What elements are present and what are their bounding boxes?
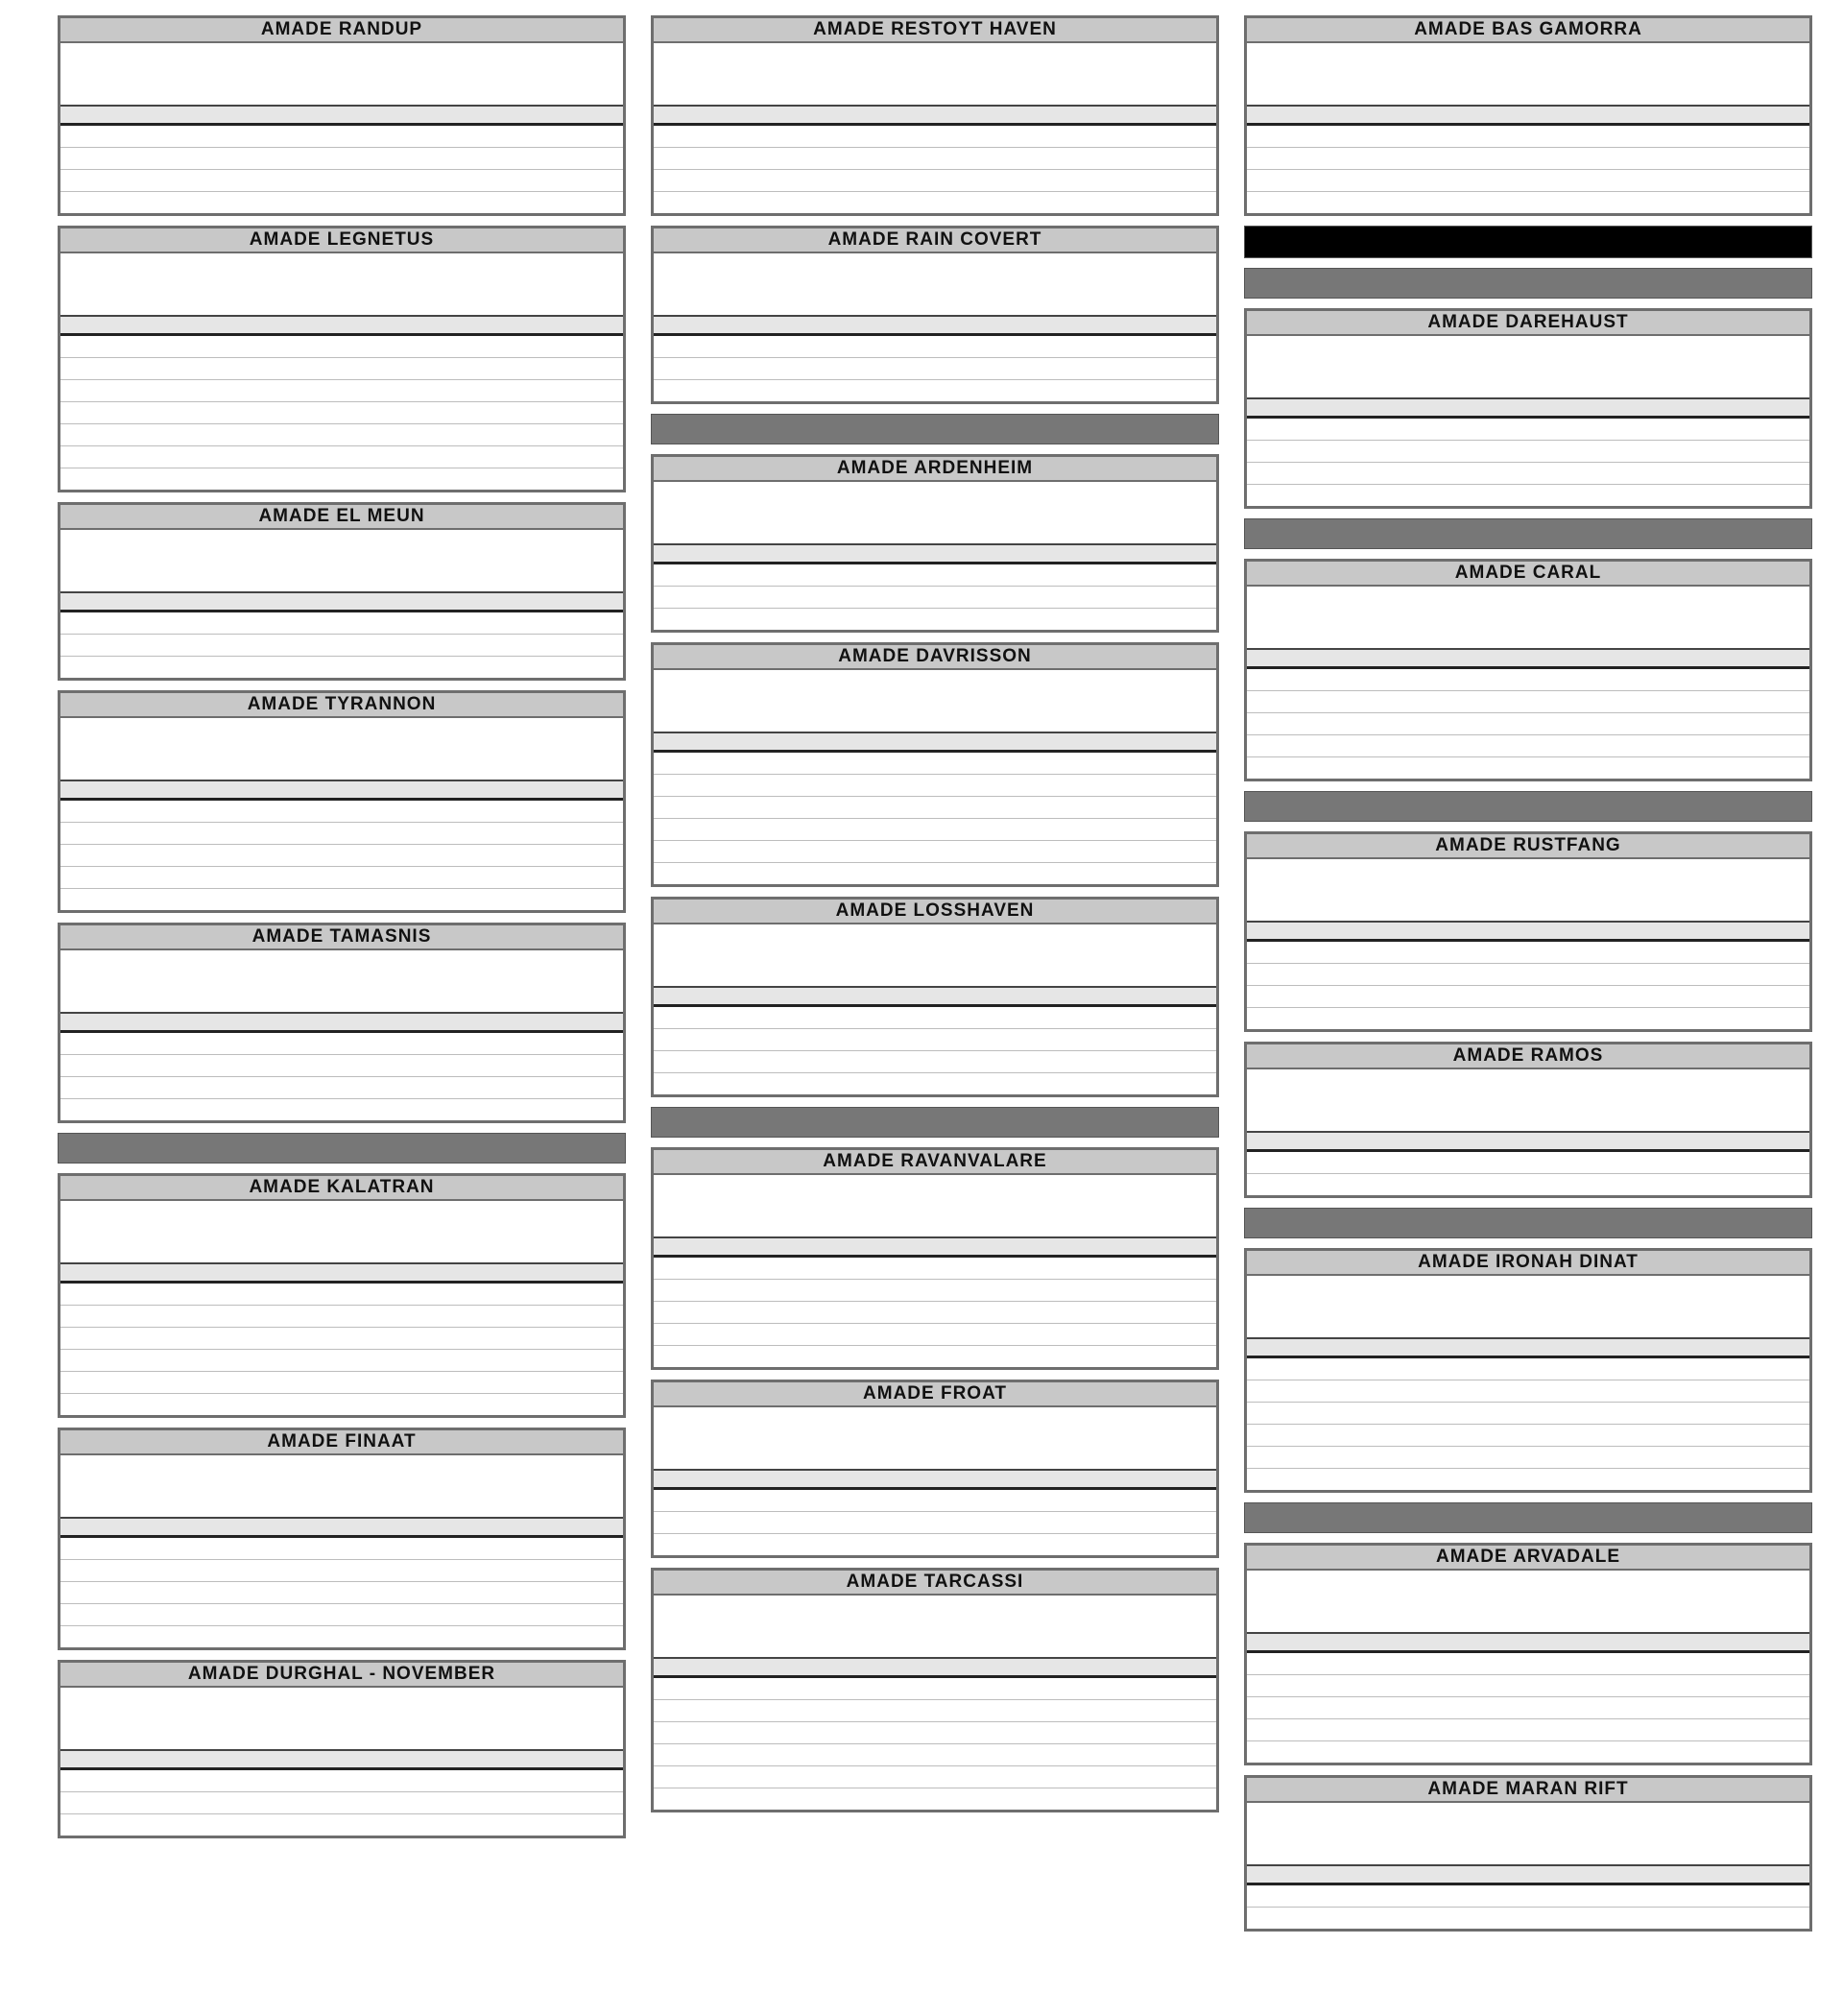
stat-block	[1247, 1571, 1809, 1632]
stat-row	[1255, 1109, 1802, 1127]
card-title: AMADE RAMOS	[1247, 1044, 1809, 1069]
table-row	[654, 564, 1216, 587]
table-row	[60, 1538, 623, 1560]
stat-row	[68, 1204, 615, 1222]
stat-card	[58, 226, 626, 492]
stat-card	[651, 226, 1219, 404]
stat-card	[651, 454, 1219, 633]
stat-row	[661, 964, 1209, 982]
card-title: AMADE RESTOYT HAVEN	[654, 18, 1216, 43]
table-row	[1247, 942, 1809, 964]
column-left	[58, 15, 626, 1848]
stat-row	[1255, 83, 1802, 101]
card-title: AMADE RAVANVALARE	[654, 1150, 1216, 1175]
table-row	[1247, 691, 1809, 713]
table-row	[654, 1766, 1216, 1788]
table-header	[1247, 397, 1809, 419]
table-row	[1247, 669, 1809, 691]
table-header	[60, 780, 623, 801]
table-row	[654, 1722, 1216, 1744]
stat-row	[661, 1447, 1209, 1465]
table-row	[60, 1792, 623, 1814]
stat-row	[68, 256, 615, 275]
stat-row	[1255, 1842, 1802, 1860]
table-header	[654, 105, 1216, 126]
table-row	[60, 889, 623, 910]
stat-card	[58, 690, 626, 913]
stat-row	[661, 256, 1209, 275]
table-header	[1247, 1632, 1809, 1653]
table-row	[654, 1490, 1216, 1512]
table-row	[1247, 964, 1809, 986]
stat-row	[1255, 375, 1802, 394]
table-row	[1247, 441, 1809, 463]
stat-row	[68, 990, 615, 1008]
card-title: AMADE ARDENHEIM	[654, 457, 1216, 482]
stat-row	[68, 83, 615, 101]
stat-card	[651, 897, 1219, 1097]
card-title: AMADE DAREHAUST	[1247, 311, 1809, 336]
stat-row	[1255, 589, 1802, 608]
stat-card	[58, 1428, 626, 1650]
stat-row	[1255, 608, 1802, 626]
section-banner	[1244, 268, 1812, 299]
stat-row	[68, 551, 615, 569]
table-row	[60, 1055, 623, 1077]
card-title: AMADE CARAL	[1247, 562, 1809, 587]
table-row	[654, 1302, 1216, 1324]
section-banner	[1244, 226, 1812, 258]
stat-row	[661, 673, 1209, 691]
stat-card	[1244, 15, 1812, 216]
table-header	[60, 1262, 623, 1284]
table-row	[60, 1394, 623, 1415]
stat-row	[68, 275, 615, 293]
stat-row	[68, 1495, 615, 1513]
table-row	[1247, 986, 1809, 1008]
stat-card	[651, 1380, 1219, 1558]
table-row	[1247, 1380, 1809, 1403]
stat-row	[1255, 1279, 1802, 1297]
table-row	[60, 1372, 623, 1394]
stat-row	[1255, 357, 1802, 375]
stat-block	[1247, 1803, 1809, 1864]
table-row	[1247, 1174, 1809, 1195]
stat-row	[68, 1476, 615, 1495]
table-row	[60, 126, 623, 148]
table-row	[1247, 757, 1809, 779]
card-title: AMADE TAMASNIS	[60, 925, 623, 950]
stat-block	[1247, 336, 1809, 397]
table-row	[654, 1051, 1216, 1073]
stat-row	[68, 757, 615, 776]
section-banner	[1244, 1208, 1812, 1238]
column-right	[1244, 15, 1812, 1941]
table-header	[1247, 921, 1809, 942]
table-row	[654, 609, 1216, 630]
table-row	[60, 823, 623, 845]
stat-card	[58, 923, 626, 1123]
stat-block	[654, 1407, 1216, 1469]
stat-block	[654, 924, 1216, 986]
card-title: AMADE BAS GAMORRA	[1247, 18, 1809, 43]
stat-row	[68, 1240, 615, 1259]
table-row	[60, 1350, 623, 1372]
table-row	[654, 126, 1216, 148]
stat-row	[661, 293, 1209, 311]
table-row	[60, 468, 623, 490]
column-middle	[651, 15, 1219, 1822]
stat-block	[654, 253, 1216, 315]
table-row	[1247, 1719, 1809, 1741]
stat-block	[60, 718, 623, 780]
table-row	[60, 1582, 623, 1604]
table-row	[1247, 1697, 1809, 1719]
table-row	[654, 192, 1216, 213]
table-row	[654, 863, 1216, 884]
table-header	[60, 1517, 623, 1538]
stat-card	[58, 502, 626, 681]
table-row	[654, 1700, 1216, 1722]
table-row	[60, 192, 623, 213]
table-header	[654, 543, 1216, 564]
stat-row	[1255, 1824, 1802, 1842]
table-row	[60, 1099, 623, 1120]
table-row	[1247, 735, 1809, 757]
stat-row	[1255, 1072, 1802, 1091]
table-row	[1247, 463, 1809, 485]
table-header	[60, 1012, 623, 1033]
table-row	[60, 657, 623, 678]
table-row	[654, 1258, 1216, 1280]
stat-row	[661, 1214, 1209, 1233]
table-row	[60, 1284, 623, 1306]
section-banner	[1244, 791, 1812, 822]
table-row	[654, 753, 1216, 775]
stat-block	[60, 530, 623, 591]
stat-block	[654, 482, 1216, 543]
card-title: AMADE MARAN RIFT	[1247, 1778, 1809, 1803]
card-title: AMADE FINAAT	[60, 1430, 623, 1455]
stat-block	[1247, 587, 1809, 648]
table-header	[1247, 1864, 1809, 1885]
stat-row	[661, 1598, 1209, 1617]
table-row	[60, 1604, 623, 1626]
stat-row	[68, 953, 615, 972]
stat-block	[60, 43, 623, 105]
stat-row	[1255, 46, 1802, 64]
stat-card	[651, 642, 1219, 887]
table-header	[654, 1236, 1216, 1258]
stat-row	[68, 739, 615, 757]
card-title: AMADE ARVADALE	[1247, 1546, 1809, 1571]
table-row	[1247, 419, 1809, 441]
card-title: AMADE KALATRAN	[60, 1176, 623, 1201]
table-row	[654, 1324, 1216, 1346]
table-row	[654, 336, 1216, 358]
stat-row	[661, 503, 1209, 521]
stat-block	[654, 1175, 1216, 1236]
table-header	[60, 591, 623, 612]
table-row	[1247, 148, 1809, 170]
stat-row	[1255, 862, 1802, 880]
table-row	[654, 170, 1216, 192]
table-row	[1247, 192, 1809, 213]
stat-row	[661, 275, 1209, 293]
stat-card	[58, 1173, 626, 1418]
stat-row	[661, 709, 1209, 728]
stat-row	[661, 1617, 1209, 1635]
table-header	[60, 105, 623, 126]
stat-row	[68, 972, 615, 990]
stat-row	[1255, 626, 1802, 644]
stat-row	[68, 1727, 615, 1745]
stat-block	[60, 1688, 623, 1749]
table-row	[1247, 170, 1809, 192]
section-banner	[651, 1107, 1219, 1138]
table-row	[654, 1788, 1216, 1810]
stat-card	[1244, 1543, 1812, 1765]
table-header	[654, 986, 1216, 1007]
stat-row	[661, 927, 1209, 946]
stat-card	[1244, 308, 1812, 509]
table-row	[654, 1073, 1216, 1094]
table-row	[1247, 485, 1809, 506]
table-row	[1247, 1152, 1809, 1174]
table-row	[60, 170, 623, 192]
stat-row	[68, 46, 615, 64]
stat-row	[661, 83, 1209, 101]
stat-card	[651, 1568, 1219, 1812]
stat-card	[1244, 1248, 1812, 1493]
stat-row	[661, 485, 1209, 503]
table-row	[654, 1029, 1216, 1051]
stat-row	[68, 1709, 615, 1727]
table-row	[1247, 1908, 1809, 1929]
stat-card	[58, 15, 626, 216]
table-header	[60, 315, 623, 336]
stat-block	[60, 253, 623, 315]
stat-row	[1255, 880, 1802, 899]
table-row	[654, 797, 1216, 819]
stat-card	[1244, 831, 1812, 1032]
table-row	[1247, 1425, 1809, 1447]
stat-row	[1255, 1573, 1802, 1592]
card-title: AMADE FROAT	[654, 1382, 1216, 1407]
stat-block	[654, 1596, 1216, 1657]
stat-card	[1244, 559, 1812, 781]
table-row	[654, 1744, 1216, 1766]
table-row	[654, 1280, 1216, 1302]
table-row	[654, 1346, 1216, 1367]
card-title: AMADE EL MEUN	[60, 505, 623, 530]
card-title: AMADE TARCASSI	[654, 1571, 1216, 1596]
card-title: AMADE LOSSHAVEN	[654, 900, 1216, 924]
table-header	[1247, 105, 1809, 126]
table-row	[1247, 1741, 1809, 1763]
table-row	[1247, 1008, 1809, 1029]
table-header	[654, 315, 1216, 336]
stat-block	[1247, 859, 1809, 921]
table-header	[1247, 1131, 1809, 1152]
table-row	[654, 380, 1216, 401]
table-row	[654, 1007, 1216, 1029]
table-row	[654, 587, 1216, 609]
table-row	[1247, 1675, 1809, 1697]
table-row	[654, 775, 1216, 797]
stat-row	[661, 64, 1209, 83]
stat-card	[651, 15, 1219, 216]
card-title: AMADE RANDUP	[60, 18, 623, 43]
stat-row	[1255, 1297, 1802, 1315]
stat-row	[68, 293, 615, 311]
card-title: AMADE RAIN COVERT	[654, 228, 1216, 253]
table-row	[60, 612, 623, 635]
table-row	[654, 148, 1216, 170]
card-title: AMADE IRONAH DINAT	[1247, 1251, 1809, 1276]
table-row	[60, 1814, 623, 1836]
stat-row	[661, 1635, 1209, 1653]
table-row	[654, 841, 1216, 863]
section-banner	[651, 414, 1219, 444]
stat-row	[68, 533, 615, 551]
table-row	[1247, 1885, 1809, 1908]
card-title: AMADE RUSTFANG	[1247, 834, 1809, 859]
stat-row	[68, 1458, 615, 1476]
table-row	[654, 819, 1216, 841]
stat-row	[661, 946, 1209, 964]
table-row	[60, 1770, 623, 1792]
stat-row	[661, 521, 1209, 540]
table-row	[60, 358, 623, 380]
stat-row	[661, 46, 1209, 64]
stat-row	[68, 569, 615, 588]
table-row	[1247, 1447, 1809, 1469]
table-row	[60, 1306, 623, 1328]
card-title: AMADE LEGNETUS	[60, 228, 623, 253]
stat-card	[651, 1147, 1219, 1370]
table-header	[654, 1657, 1216, 1678]
table-row	[654, 1534, 1216, 1555]
stat-row	[68, 1691, 615, 1709]
stat-row	[1255, 1806, 1802, 1824]
table-row	[60, 148, 623, 170]
stat-row	[68, 64, 615, 83]
table-row	[60, 1077, 623, 1099]
stat-block	[60, 1201, 623, 1262]
table-row	[60, 845, 623, 867]
table-header	[654, 732, 1216, 753]
stat-block	[654, 670, 1216, 732]
stat-row	[68, 1222, 615, 1240]
table-row	[1247, 126, 1809, 148]
table-row	[1247, 1653, 1809, 1675]
stat-card	[1244, 1042, 1812, 1198]
table-row	[60, 446, 623, 468]
table-header	[1247, 1337, 1809, 1358]
stat-card	[58, 1660, 626, 1838]
table-row	[60, 1626, 623, 1647]
stat-row	[68, 721, 615, 739]
card-title: AMADE TYRANNON	[60, 693, 623, 718]
section-banner	[58, 1133, 626, 1164]
stat-card	[1244, 1775, 1812, 1932]
table-row	[1247, 713, 1809, 735]
stat-row	[1255, 339, 1802, 357]
table-row	[1247, 1358, 1809, 1380]
stat-row	[1255, 899, 1802, 917]
stat-row	[1255, 64, 1802, 83]
table-row	[60, 380, 623, 402]
table-row	[60, 336, 623, 358]
table-header	[654, 1469, 1216, 1490]
table-row	[60, 635, 623, 657]
table-row	[60, 1560, 623, 1582]
table-row	[60, 1033, 623, 1055]
card-title: AMADE DURGHAL - NOVEMBER	[60, 1663, 623, 1688]
card-title: AMADE DAVRISSON	[654, 645, 1216, 670]
table-row	[60, 1328, 623, 1350]
stat-row	[1255, 1091, 1802, 1109]
stat-block	[1247, 1069, 1809, 1131]
stat-row	[661, 1196, 1209, 1214]
table-row	[60, 801, 623, 823]
stat-row	[1255, 1315, 1802, 1333]
stat-block	[1247, 43, 1809, 105]
stat-row	[661, 1428, 1209, 1447]
stat-row	[661, 691, 1209, 709]
stat-row	[1255, 1592, 1802, 1610]
stat-block	[654, 43, 1216, 105]
section-banner	[1244, 1502, 1812, 1533]
stat-block	[60, 1455, 623, 1517]
stat-block	[1247, 1276, 1809, 1337]
table-header	[1247, 648, 1809, 669]
table-row	[60, 402, 623, 424]
table-row	[60, 424, 623, 446]
table-row	[1247, 1469, 1809, 1490]
stat-row	[661, 1410, 1209, 1428]
table-row	[1247, 1403, 1809, 1425]
stat-row	[1255, 1610, 1802, 1628]
table-row	[654, 1512, 1216, 1534]
section-banner	[1244, 518, 1812, 549]
table-row	[60, 867, 623, 889]
stat-row	[661, 1178, 1209, 1196]
stat-block	[60, 950, 623, 1012]
table-row	[654, 358, 1216, 380]
table-row	[654, 1678, 1216, 1700]
table-header	[60, 1749, 623, 1770]
